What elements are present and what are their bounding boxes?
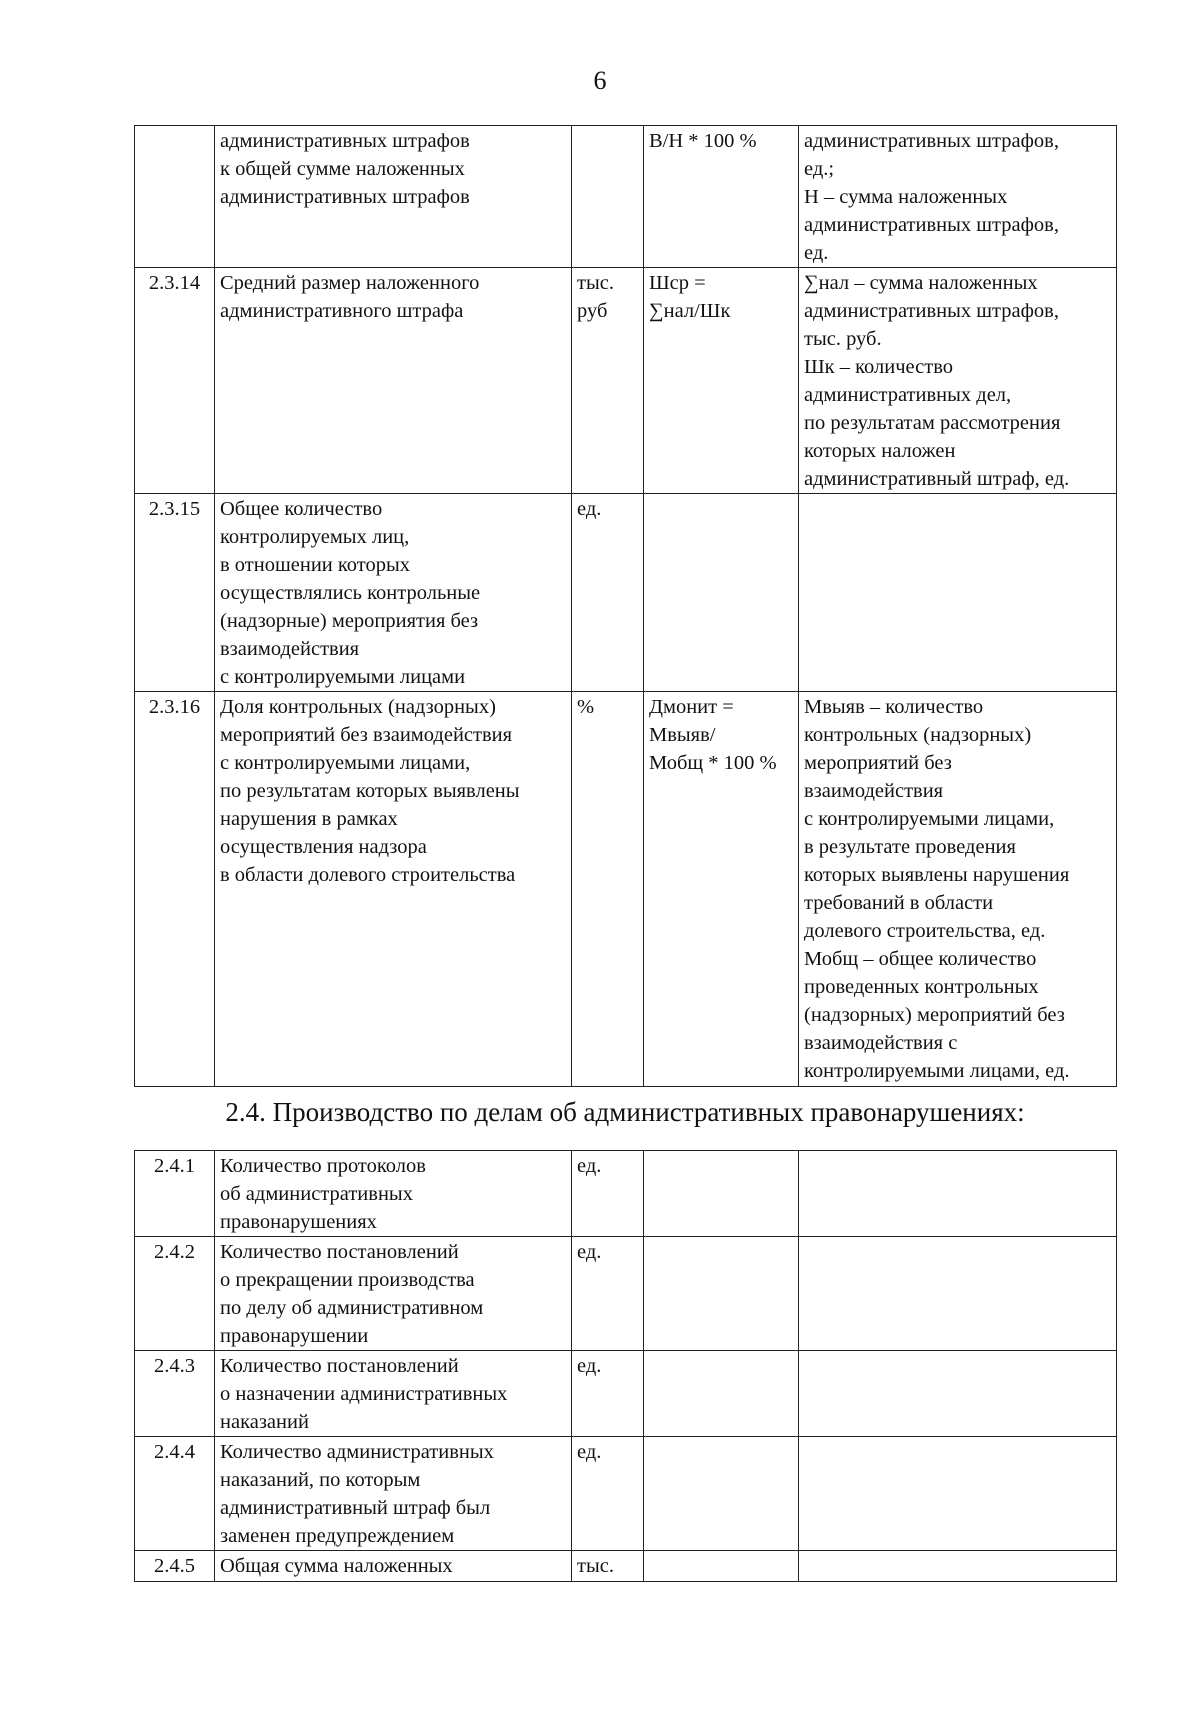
formula-description <box>799 1237 1117 1351</box>
unit: тыс. руб <box>572 268 644 494</box>
table-row <box>135 1151 1117 1237</box>
unit: ед. <box>572 1151 644 1237</box>
formula: Шср = ∑нал/Шк <box>644 268 799 494</box>
row-number: 2.3.14 <box>135 268 215 494</box>
indicator-name: Количество протоколов об административных правонарушениях <box>215 1151 572 1237</box>
row-number: 2.4.5 <box>135 1551 215 1582</box>
table-row <box>135 1551 1117 1582</box>
indicator-name: Средний размер наложенного административного штрафа <box>215 268 572 494</box>
row-number: 2.4.3 <box>135 1351 215 1437</box>
indicator-name: Доля контрольных (надзорных) мероприятий без взаимодействия с контролируемыми лицами, по результатам которых выявлены нарушения в рамках осуществления надзора в области долевого строительства <box>215 692 572 1087</box>
unit: ед. <box>572 1237 644 1351</box>
indicators-table-continued <box>134 125 1117 1087</box>
formula: Дмонит = Мвыяв/ Мобщ * 100 % <box>644 692 799 1087</box>
table-row <box>135 1437 1117 1551</box>
unit: ед. <box>572 494 644 692</box>
formula <box>644 494 799 692</box>
indicator-name: Количество постановлений о назначении административных наказаний <box>215 1351 572 1437</box>
unit <box>572 126 644 268</box>
row-number: 2.3.15 <box>135 494 215 692</box>
indicator-name: Общее количество контролируемых лиц, в отношении которых осуществлялись контрольные (надзорные) мероприятия без взаимодействия с контролируемыми лицами <box>215 494 572 692</box>
formula-description <box>799 1151 1117 1237</box>
formula <box>644 1551 799 1582</box>
indicator-name: Количество административных наказаний, по которым административный штраф был заменен предупреждением <box>215 1437 572 1551</box>
row-number <box>135 126 215 268</box>
formula-description: административных штрафов, ед.; Н – сумма наложенных административных штрафов, ед. <box>799 126 1117 268</box>
formula-description <box>799 1551 1117 1582</box>
indicator-name: Количество постановлений о прекращении производства по делу об административном правонарушении <box>215 1237 572 1351</box>
indicator-name: административных штрафов к общей сумме наложенных административных штрафов <box>215 126 572 268</box>
section-heading: 2.4. Производство по делам об административных правонарушениях: <box>225 1097 1025 1127</box>
formula-description: Мвыяв – количество контрольных (надзорных) мероприятий без взаимодействия с контролируемыми лицами, в результате проведения которых выявлены нарушения требований в области долевого строительства, ед. Мобщ – общее количество проведенных контрольных (надзорных) мероприятий без взаимодействия с контролируемыми лицами, ед. <box>799 692 1117 1087</box>
unit: ед. <box>572 1351 644 1437</box>
row-number: 2.4.4 <box>135 1437 215 1551</box>
table-row <box>135 692 1117 1087</box>
table-row <box>135 268 1117 494</box>
table-row <box>135 126 1117 268</box>
formula <box>644 1351 799 1437</box>
table-row <box>135 494 1117 692</box>
unit: % <box>572 692 644 1087</box>
table-row <box>135 1351 1117 1437</box>
row-number: 2.4.2 <box>135 1237 215 1351</box>
row-number: 2.3.16 <box>135 692 215 1087</box>
unit: тыс. <box>572 1551 644 1582</box>
formula <box>644 1237 799 1351</box>
unit: ед. <box>572 1437 644 1551</box>
row-number: 2.4.1 <box>135 1151 215 1237</box>
formula <box>644 1151 799 1237</box>
formula: В/Н * 100 % <box>644 126 799 268</box>
formula <box>644 1437 799 1551</box>
formula-description <box>799 1351 1117 1437</box>
formula-description <box>799 1437 1117 1551</box>
formula-description <box>799 494 1117 692</box>
table-row <box>135 1237 1117 1351</box>
formula-description: ∑нал – сумма наложенных административных штрафов, тыс. руб. Шк – количество административных дел, по результатам рассмотрения которых наложен административный штраф, ед. <box>799 268 1117 494</box>
page-number: 6 <box>593 66 607 95</box>
administrative-cases-table <box>134 1150 1117 1582</box>
indicator-name: Общая сумма наложенных <box>215 1551 572 1582</box>
